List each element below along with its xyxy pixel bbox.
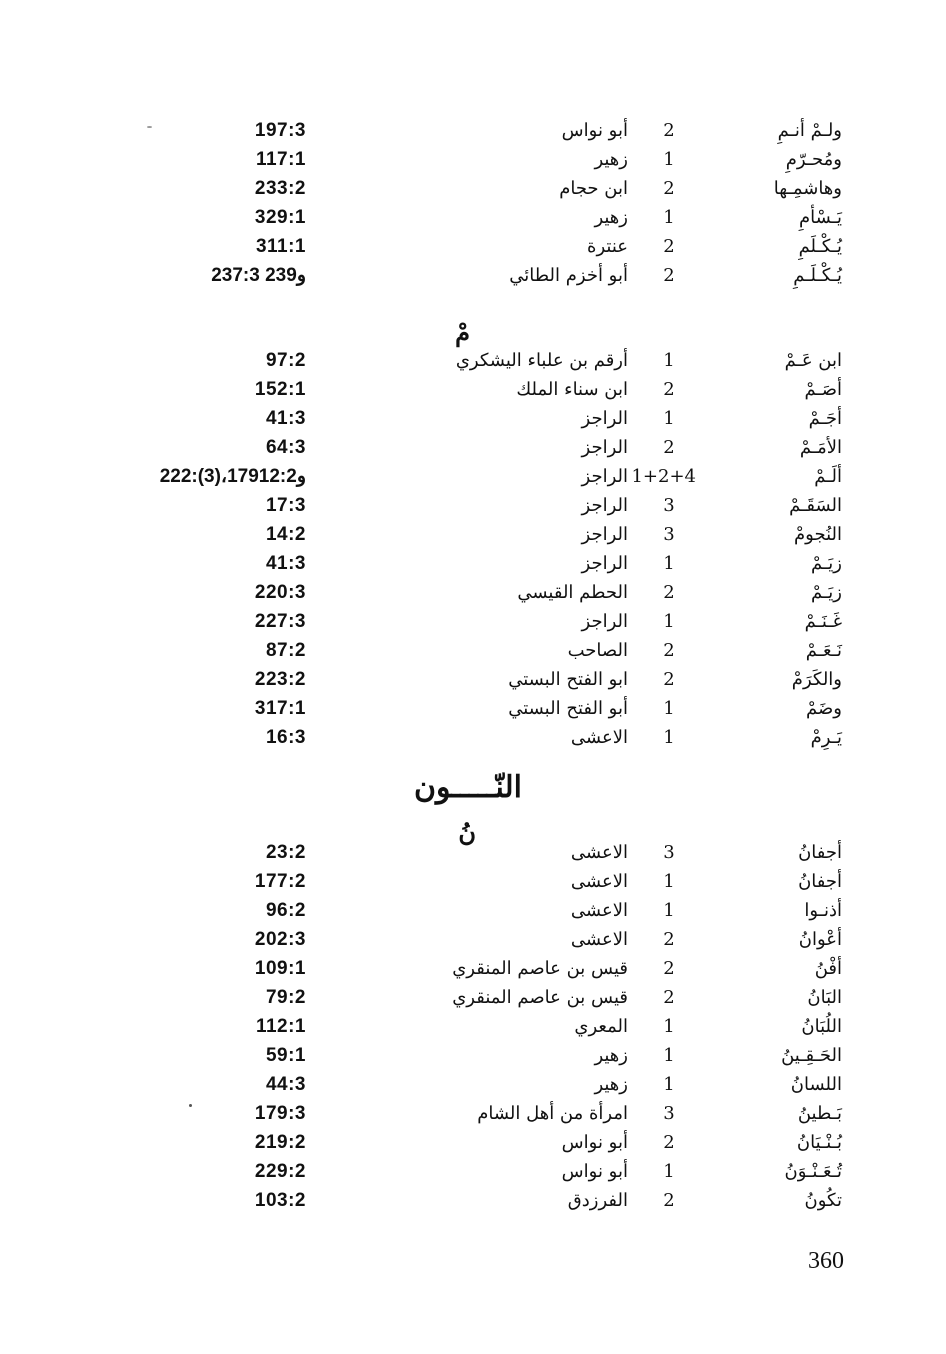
rhyme-word: تُـعَـنْـوَنُ (784, 1161, 842, 1182)
verse-count: 2 (663, 640, 675, 661)
rhyme-word: أفْنُ (814, 958, 842, 979)
poet-name: الراجز (581, 611, 628, 632)
volume-page-reference: 79:2 (265, 987, 306, 1008)
index-entry-row (0, 433, 946, 462)
rhyme-word: ومُحـرّمِ (785, 149, 842, 170)
poet-name: أبو نواس (561, 1132, 628, 1153)
rhyme-word: أذنـوا (804, 900, 842, 921)
rhyme-word: يَـرِمْ (810, 727, 842, 748)
poet-name: أبو نواس (561, 120, 628, 141)
rhyme-word: يُـكْـلَـمِ (793, 265, 842, 286)
index-entry-row (0, 375, 946, 404)
poet-name: أبو الفتح البستي (508, 698, 628, 719)
verse-count: 3 (663, 842, 675, 863)
poet-name: الحطم القيسي (517, 582, 628, 603)
volume-page-reference: 329:1 (254, 207, 306, 228)
poet-name: المعري (574, 1016, 628, 1037)
poet-name: الراجز (581, 408, 628, 429)
volume-page-reference: 109:1 (254, 958, 306, 979)
verse-count: 3 (663, 524, 675, 545)
verse-count: 2 (663, 236, 675, 257)
poet-name: الاعشى (570, 929, 628, 950)
rhyme-word: زيَـمْ (811, 582, 842, 603)
rhyme-word: أجفانُ (798, 871, 842, 892)
verse-count: 3 (663, 1103, 675, 1124)
poet-name: الفرزدق (567, 1190, 628, 1211)
poet-name: أبو نواس (561, 1161, 628, 1182)
verse-count: 2 (663, 669, 675, 690)
index-entry-row (0, 145, 946, 174)
volume-page-reference: 202:3 (254, 929, 306, 950)
verse-count: 2 (663, 987, 675, 1008)
verse-count: 2 (663, 265, 675, 286)
volume-page-reference: 229:2 (254, 1161, 306, 1182)
index-entry-row (0, 1070, 946, 1099)
verse-count: 1 (663, 1161, 675, 1182)
index-entry-row (0, 636, 946, 665)
rhyme-word: نَـعَـمْ (805, 640, 842, 661)
index-entry-row (0, 925, 946, 954)
volume-page-reference: 237:3 و239 (211, 265, 306, 286)
verse-count: 1+2+4 (631, 466, 696, 487)
index-entry-row (0, 954, 946, 983)
poet-name: الراجز (581, 495, 628, 516)
verse-count: 1 (663, 698, 675, 719)
rhyme-word: تكُونُ (804, 1190, 842, 1211)
volume-page-reference: 96:2 (265, 900, 306, 921)
poet-name: الاعشى (570, 842, 628, 863)
index-entry-row (0, 1041, 946, 1070)
rhyme-word: السَقَـمْ (789, 495, 842, 516)
volume-page-reference: 222:(3)،179و12:2 (159, 466, 306, 487)
index-entry-row (0, 491, 946, 520)
poet-name: الصاحب (567, 640, 628, 661)
volume-page-reference: 41:3 (265, 553, 306, 574)
poet-name: زهير (594, 149, 628, 170)
volume-page-reference: 311:1 (255, 236, 306, 257)
nun-heading: نُ (458, 818, 476, 847)
verse-count: 1 (663, 727, 675, 748)
index-entry-row (0, 1186, 946, 1215)
volume-page-reference: 17:3 (265, 495, 306, 516)
volume-page-reference: 14:2 (265, 524, 306, 545)
rhyme-word: ولـمْ أنـمِ (777, 120, 842, 141)
poet-name: الراجز (581, 466, 628, 487)
poet-name: زهير (594, 207, 628, 228)
rhyme-word: أجَـمْ (808, 408, 842, 429)
verse-count: 1 (663, 1016, 675, 1037)
index-entry-row (0, 1012, 946, 1041)
volume-page-reference: 23:2 (265, 842, 306, 863)
volume-page-reference: 103:2 (254, 1190, 306, 1211)
poet-name: ابو الفتح البستي (508, 669, 628, 690)
rhyme-word: النُجومْ (794, 524, 842, 545)
index-entry-row (0, 983, 946, 1012)
index-entry-row (0, 232, 946, 261)
volume-page-reference: 87:2 (265, 640, 306, 661)
rhyme-word: زيَـمْ (811, 553, 842, 574)
poet-name: أرقم بن علباء اليشكري (455, 350, 628, 371)
rhyme-word: أصَـمْ (804, 379, 842, 400)
verse-count: 1 (663, 871, 675, 892)
rhyme-word: الأمَـمْ (799, 437, 842, 458)
rhyme-word: أعْوانُ (798, 929, 842, 950)
index-entry-row (0, 1099, 946, 1128)
verse-count: 1 (663, 553, 675, 574)
index-entry-row (0, 1157, 946, 1186)
verse-count: 2 (663, 1190, 675, 1211)
verse-count: 2 (663, 1132, 675, 1153)
rhyme-word: الحَـقِـينُ (781, 1045, 842, 1066)
verse-count: 1 (663, 408, 675, 429)
volume-page-reference: 179:3 (254, 1103, 306, 1124)
poet-name: الاعشى (570, 727, 628, 748)
poet-name: الراجز (581, 437, 628, 458)
verse-count: 1 (663, 611, 675, 632)
rhyme-word: ابن عَـمْ (784, 350, 842, 371)
volume-page-reference: 197:3 (254, 120, 306, 141)
index-entry-row (0, 404, 946, 433)
poet-name: عنترة (587, 236, 628, 257)
verse-count: 2 (663, 958, 675, 979)
page-number: 360 (808, 1248, 844, 1274)
volume-page-reference: 59:1 (265, 1045, 306, 1066)
verse-count: 1 (663, 207, 675, 228)
volume-page-reference: 97:2 (265, 350, 306, 371)
poet-name: ابن حجام (559, 178, 628, 199)
verse-count: 2 (663, 929, 675, 950)
poet-name: أبو أخزم الطائي (509, 265, 628, 286)
verse-count: 1 (663, 1074, 675, 1095)
volume-page-reference: 41:3 (265, 408, 306, 429)
rhyme-word: بُـنْـيَانُ (796, 1132, 842, 1153)
volume-page-reference: 177:2 (254, 871, 306, 892)
rhyme-word: بَـطينُ (797, 1103, 842, 1124)
poet-name: الاعشى (570, 871, 628, 892)
index-entry-row (0, 520, 946, 549)
verse-count: 1 (663, 900, 675, 921)
verse-count: 2 (663, 379, 675, 400)
index-entry-row (0, 578, 946, 607)
rhyme-word: أجفانُ (798, 842, 842, 863)
poet-name: امرأة من أهل الشام (477, 1103, 628, 1124)
index-entry-row (0, 607, 946, 636)
poet-name: قيس بن عاصم المنقري (452, 987, 628, 1008)
volume-page-reference: 64:3 (265, 437, 306, 458)
index-entry-row (0, 896, 946, 925)
verse-count: 2 (663, 437, 675, 458)
volume-page-reference: 233:2 (254, 178, 306, 199)
verse-count: 1 (663, 350, 675, 371)
index-entry-row (0, 1128, 946, 1157)
index-entry-row (0, 694, 946, 723)
rhyme-word: البَانُ (807, 987, 842, 1008)
rhyme-word: غَـنَـمْ (804, 611, 842, 632)
volume-page-reference: 112:1 (255, 1016, 306, 1037)
volume-page-reference: 44:3 (265, 1074, 306, 1095)
poet-name: زهير (594, 1074, 628, 1095)
rhyme-word: يَـسْأمِ (799, 207, 842, 228)
rhyme-word: اللُبَانُ (801, 1016, 842, 1037)
index-entry-row (0, 346, 946, 375)
index-entry-row (0, 665, 946, 694)
mim-sakin-section (0, 346, 946, 752)
volume-page-reference: 152:1 (254, 379, 306, 400)
volume-page-reference: 117:1 (255, 149, 306, 170)
rhyme-word: وضَمْ (806, 698, 842, 719)
index-entry-row (0, 867, 946, 896)
index-entry-row (0, 261, 946, 290)
volume-page-reference: 223:2 (254, 669, 306, 690)
index-entry-row (0, 116, 946, 145)
index-entry-row (0, 203, 946, 232)
rhyme-word: وهاشمِـها (773, 178, 842, 199)
volume-page-reference: 219:2 (254, 1132, 306, 1153)
volume-page-reference: 220:3 (254, 582, 306, 603)
verse-count: 3 (663, 495, 675, 516)
poet-name: الراجز (581, 553, 628, 574)
index-entry-row (0, 838, 946, 867)
volume-page-reference: 16:3 (265, 727, 306, 748)
volume-page-reference: 317:1 (254, 698, 306, 719)
index-entry-row (0, 723, 946, 752)
index-entry-row (0, 549, 946, 578)
verse-count: 2 (663, 178, 675, 199)
scan-speck (189, 1104, 192, 1107)
verse-count: 1 (663, 1045, 675, 1066)
rhyme-word: يُـكْـلَمِ (798, 236, 842, 257)
nun-section (0, 838, 946, 1215)
poet-name: ابن سناء الملك (516, 379, 628, 400)
rhyme-word: اللسانُ (790, 1074, 842, 1095)
verse-count: 2 (663, 120, 675, 141)
poet-name: زهير (594, 1045, 628, 1066)
poet-name: قيس بن عاصم المنقري (452, 958, 628, 979)
index-entry-row (0, 174, 946, 203)
nun-chapter-title: النّـــــون (413, 770, 522, 805)
rhyme-word: ألَـمْ (814, 466, 842, 487)
volume-page-reference: 227:3 (254, 611, 306, 632)
mim-sakin-heading: مْ (455, 318, 470, 347)
scan-speck (147, 126, 152, 128)
mim-continued-section (0, 116, 946, 290)
poet-name: الاعشى (570, 900, 628, 921)
verse-count: 1 (663, 149, 675, 170)
poet-name: الراجز (581, 524, 628, 545)
rhyme-word: والكَرَمْ (791, 669, 842, 690)
verse-count: 2 (663, 582, 675, 603)
index-entry-row (0, 462, 946, 491)
